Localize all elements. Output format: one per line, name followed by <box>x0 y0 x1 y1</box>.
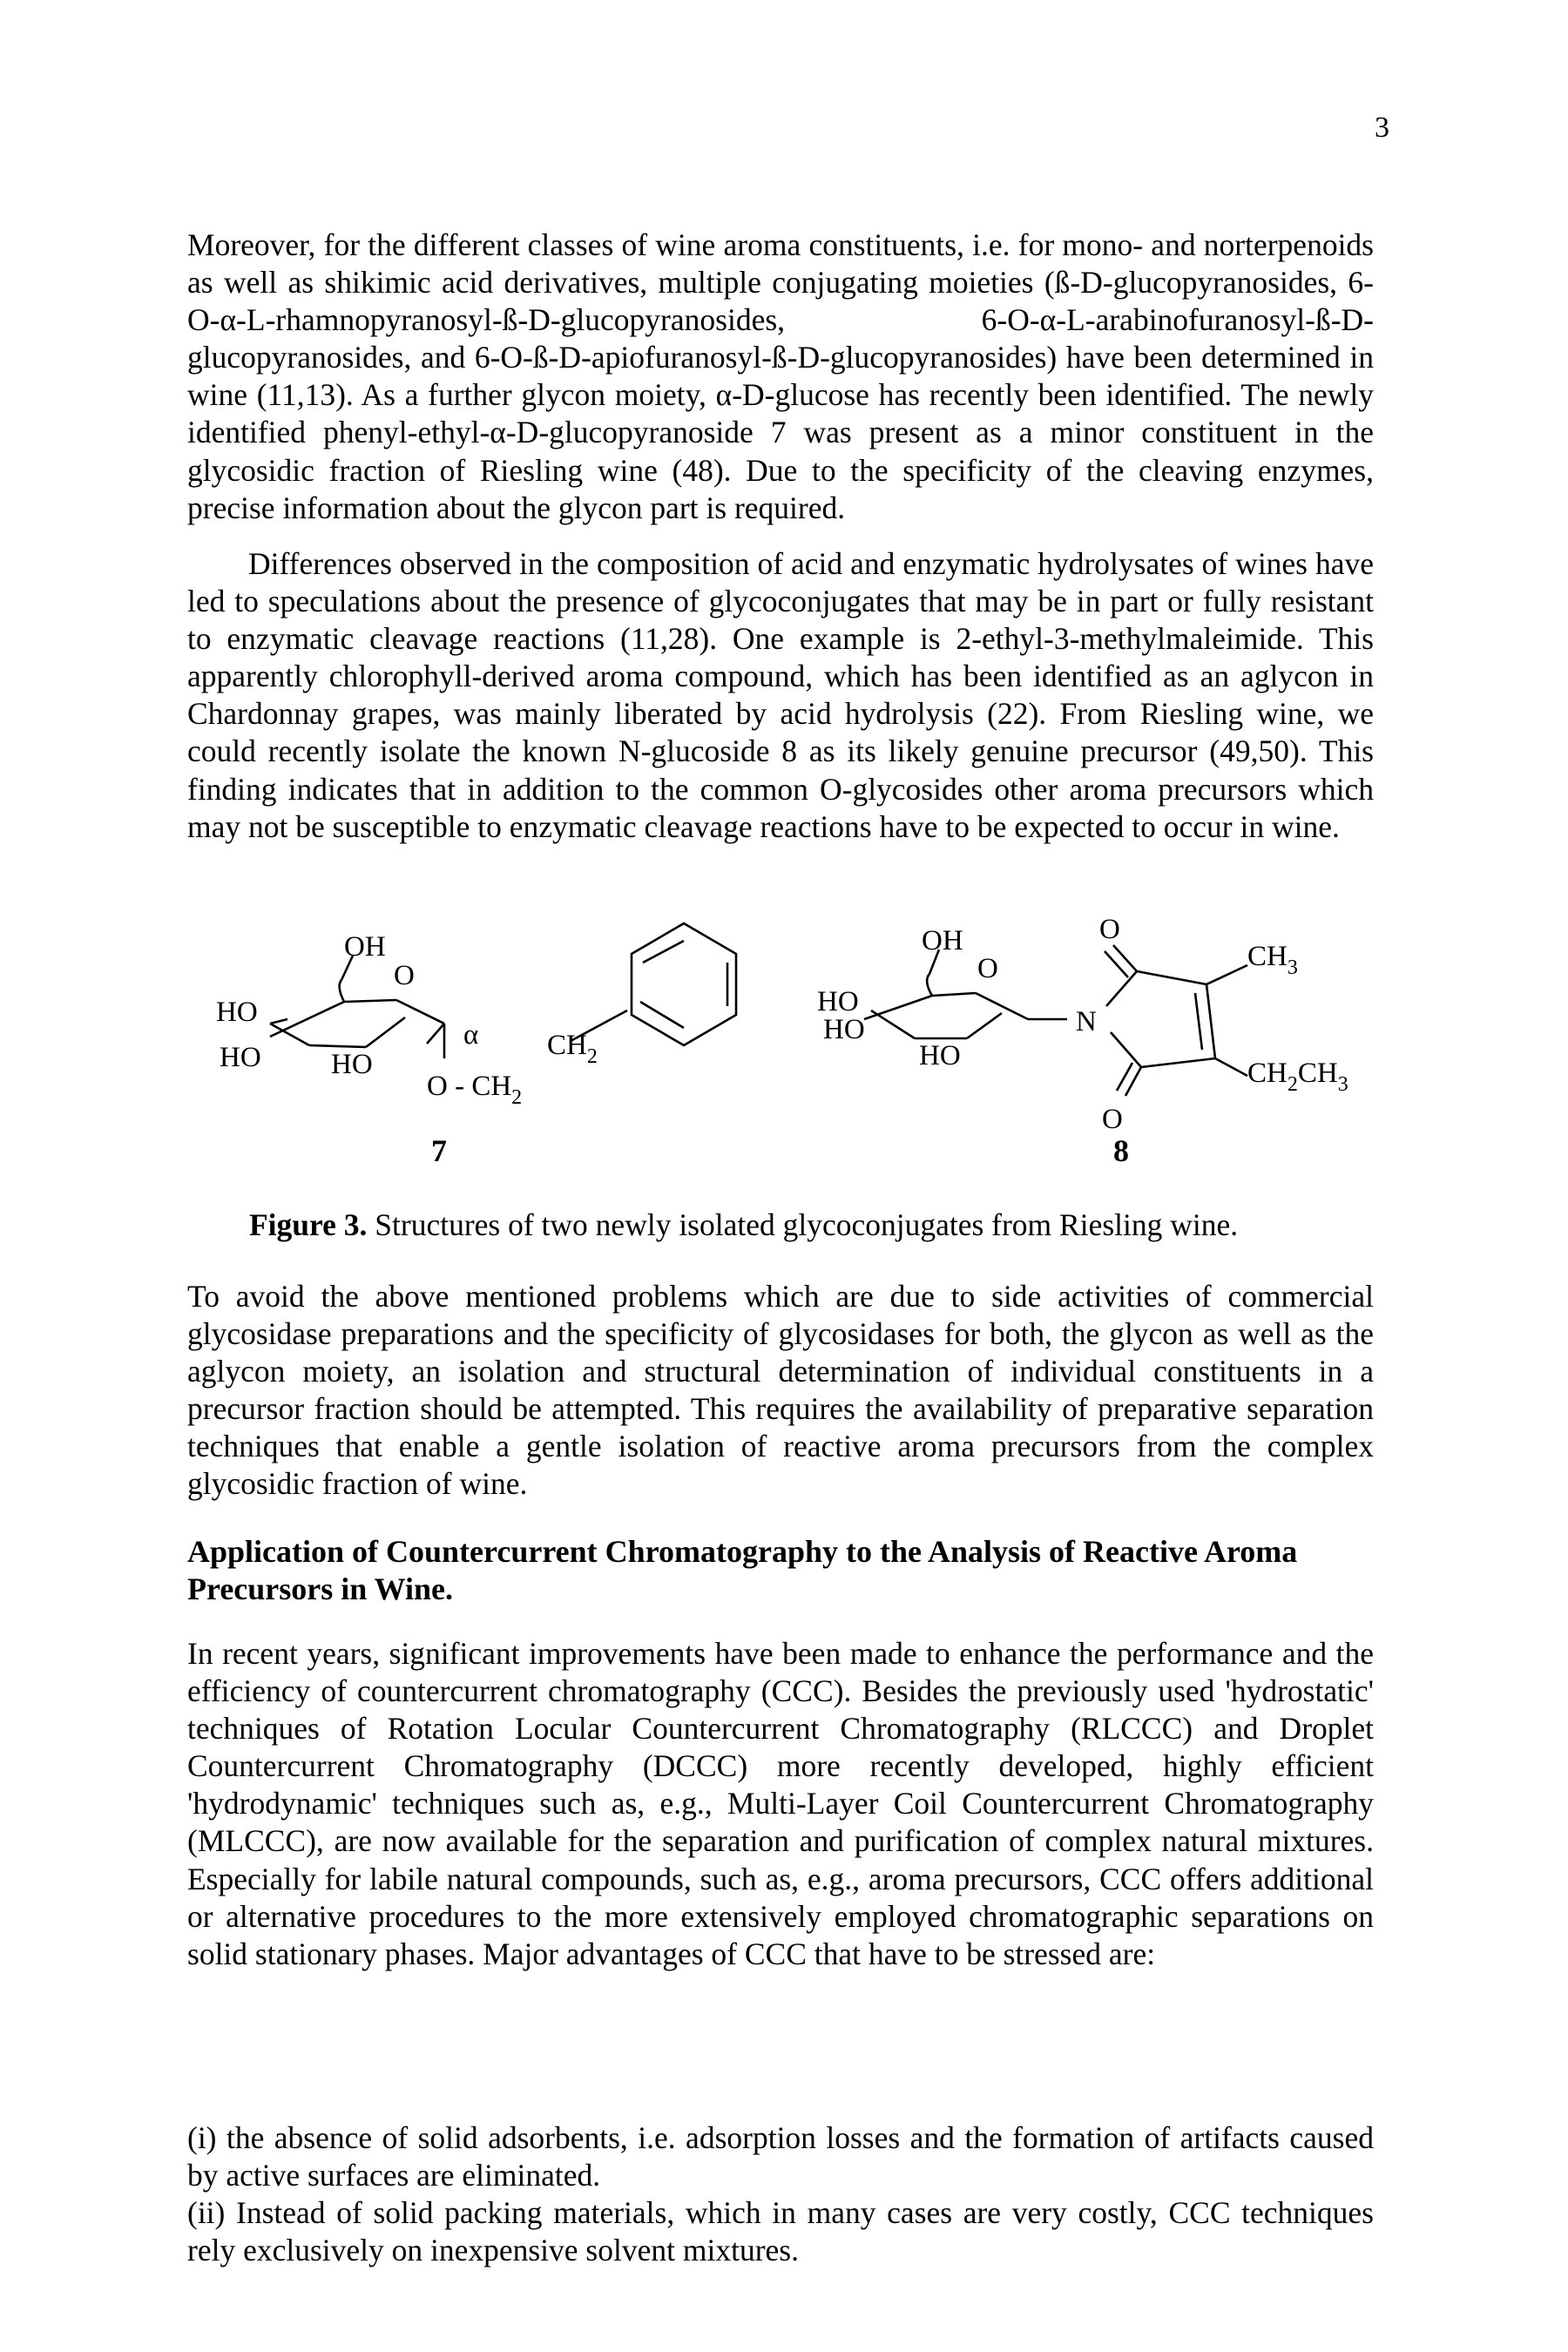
c8-n-label: N <box>1076 1006 1097 1037</box>
paragraph-ccc-improvements: In recent years, significant improvements have been made to enhance the performance and the efficiency of countercurrent chromatography (CCC). Besides the previously used 'hydrostatic' techniques of Rotation Locular Countercurrent Chromatography (RLCCC) and Droplet Countercurrent Chromatography (DCCC) more recently developed, highly efficient 'hydrodynamic' techniques such as, e.g., Multi-Layer Coil Countercurrent Chromatography (MLCCC), are now available for the separation and purification of complex natural mixtures. Especially for labile natural compounds, such as, e.g., aroma precursors, CCC offers additional or alternative procedures to the more extensively employed chromatographic separations on solid stationary phases. Major advantages of CCC that have to be stressed are: <box>187 1636 1374 1971</box>
c7-alpha-label: α <box>463 1019 479 1051</box>
paragraph-enzymatic-resistance <box>187 545 1374 846</box>
c7-ho-1-label: HO <box>216 997 258 1028</box>
c7-oh-label: OH <box>344 931 386 963</box>
compound-7-structure <box>216 923 736 1168</box>
c7-o-ch2-label: O - $CH_2$ <box>427 1071 523 1109</box>
c8-ch3-label: $CH_3$ <box>1247 941 1298 979</box>
c7-ho-2-label: HO <box>220 1042 261 1073</box>
compound-7-number: 7 <box>431 1133 447 1168</box>
c7-ring-o-label: O <box>394 960 415 991</box>
paragraph-isolation-techniques: To avoid the above mentioned problems which are due to side activities of commercial glycosidase preparations and the specificity of glycosidases for both, the glycon as well as the aglycon moiety, an isolation and structural determination of individual constituents in a precursor fraction should be attempted. This requires the availability of preparative separation techniques that enable a gentle isolation of reactive aroma precursors from the complex glycosidic fraction of wine. <box>187 1279 1374 1502</box>
c8-oh-label: OH <box>922 925 963 956</box>
c8-ch2ch3-label: $CH_2CH_3$ <box>1247 1058 1348 1096</box>
c8-ho-2-label: HO <box>823 1014 865 1045</box>
c8-o-top-label: O <box>1099 914 1120 945</box>
c8-ring-o-label: O <box>977 953 998 984</box>
compound-8-structure <box>817 914 1348 1168</box>
c7-ho-3-label: HO <box>331 1049 373 1080</box>
c8-ho-1-label: HO <box>817 986 859 1017</box>
paragraph-advantage-ii: (ii) Instead of solid packing materials, which in many cases are very costly, CCC techniques rely exclusively on inexpensive solvent mixtures. <box>187 2195 1374 2268</box>
c8-ho-3-label: HO <box>919 1040 961 1071</box>
paragraph-glycon-moieties: Moreover, for the different classes of wine aroma constituents, i.e. for mono- and norterpenoids as well as shikimic acid derivatives, multiple conjugating moieties (ß-D-glucopyranosides, 6-O-α-L-rhamnopyranosyl-ß-D-glucopyranosides, 6-O-α-L-arabinofuranosyl-ß-D-glucopyranosides, and 6-O-ß-D-apiofuranosyl-ß-D-glucopyranosides) have been determined in wine (11,13). As a further glycon moiety, α-D-glucose has recently been identified. The newly identified phenyl-ethyl-α-D-glucopyranoside 7 was present as a minor constituent in the glycosidic fraction of Riesling wine (48). Due to the specificity of the cleaving enzymes, precise information about the glycon part is required. <box>187 227 1374 525</box>
section-heading-ccc: Application of Countercurrent Chromatography to the Analysis of Reactive Aroma Precursors in Wine. <box>187 1534 1298 1606</box>
figure-caption-label: Figure 3. <box>249 1207 368 1242</box>
figure-3-caption <box>249 1206 1238 1244</box>
c7-ch2-label: $CH_2$ <box>547 1030 598 1068</box>
c8-o-bottom-label: O <box>1102 1104 1123 1135</box>
figure-caption-text: Structures of two newly isolated glycoconjugates from Riesling wine. <box>375 1207 1239 1242</box>
page-number: 3 <box>1375 112 1389 144</box>
paragraph-advantage-i: (i) the absence of solid adsorbents, i.e. adsorption losses and the formation of artifacts caused by active surfaces are eliminated. <box>187 2120 1374 2193</box>
compound-8-number: 8 <box>1113 1133 1129 1168</box>
paragraph-enzymatic-resistance-text: Differences observed in the composition of acid and enzymatic hydrolysates of wines have led to speculations about the presence of glycoconjugates that may be in part or fully resistant to enzymatic cleavage reactions (11,28). One example is 2-ethyl-3-methylmaleimide. This apparently chlorophyll-derived aroma compound, which has been identified as an aglycon in Chardonnay grapes, was mainly liberated by acid hydrolysis (22). From Riesling wine, we could recently isolate the known N-glucoside 8 as its likely genuine precursor (49,50). This finding indicates that in addition to the common O-glycosides other aroma precursors which may not be susceptible to enzymatic cleavage reactions have to be expected to occur in wine. <box>187 546 1374 844</box>
